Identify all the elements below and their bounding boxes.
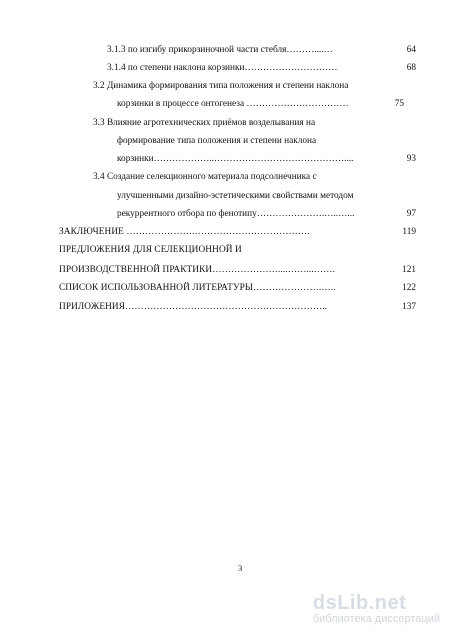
toc-entry-appendices: ПРИЛОЖЕНИЯ………………………………………………………..: [59, 302, 328, 312]
toc-page-num: 75: [394, 99, 404, 109]
toc-entry-proposals-cont: ПРОИЗВОДСТВЕННОЙ ПРАКТИКИ…………………....……...…….: [59, 265, 335, 275]
toc-entry-3-3-cont: корзинки………………..……………………………………....: [117, 154, 354, 164]
toc-entry-3-3: 3.3 Влияние агротехнических приёмов возделывания на: [93, 118, 316, 128]
toc-entry-3-4-cont: рекуррентного отбора по фенотипу………………….…..…...: [117, 209, 355, 219]
toc-page-num: 97: [406, 209, 416, 219]
toc-entry-3-2: 3.2 Динамика формирования типа положения и степени наклона: [93, 81, 349, 91]
toc-page-num: 68: [406, 63, 416, 73]
toc-entry-3-3-cont: формирование типа положения и степени наклона: [117, 136, 317, 146]
watermark-subtitle: библиотека диссертаций: [312, 613, 440, 625]
toc-page-num: 137: [402, 302, 416, 312]
toc-entry-conclusion: ЗАКЛЮЧЕНИЕ ………………….……………………………….: [59, 227, 310, 237]
toc-page-num: 121: [402, 265, 416, 275]
toc-entry-3-4: 3.4 Создание селекционного материала подсолнечника с: [93, 172, 317, 182]
toc-page-num: 119: [402, 227, 416, 237]
toc-entry-proposals: ПРЕДЛОЖЕНИЯ ДЛЯ СЕЛЕКЦИОННОЙ И: [59, 245, 242, 255]
toc-entry-references: СПИСОК ИСПОЛЬЗОВАННОЙ ЛИТЕРАТУРЫ………………….…..: [59, 283, 336, 293]
watermark: [313, 592, 440, 625]
toc-entry-3-4-cont: улучшенными дизайно-эстетическими свойствами методом: [117, 191, 354, 201]
watermark-logo: dsLib.net: [312, 592, 407, 614]
toc-page-num: 122: [402, 283, 416, 293]
toc-entry-3-1-3: 3.1.3 по изгибу прикорзиночной части стебля………....…: [107, 45, 333, 55]
page-number: 3: [238, 563, 243, 573]
toc-page-num: 64: [406, 45, 416, 55]
toc-entry-3-2-cont: корзинки в процессе онтогенеза ……………………………: [117, 99, 349, 109]
toc-entry-3-1-4: 3.1.4 по степени наклона корзинки…………………………: [107, 63, 338, 73]
toc-page-num: 93: [406, 154, 416, 164]
